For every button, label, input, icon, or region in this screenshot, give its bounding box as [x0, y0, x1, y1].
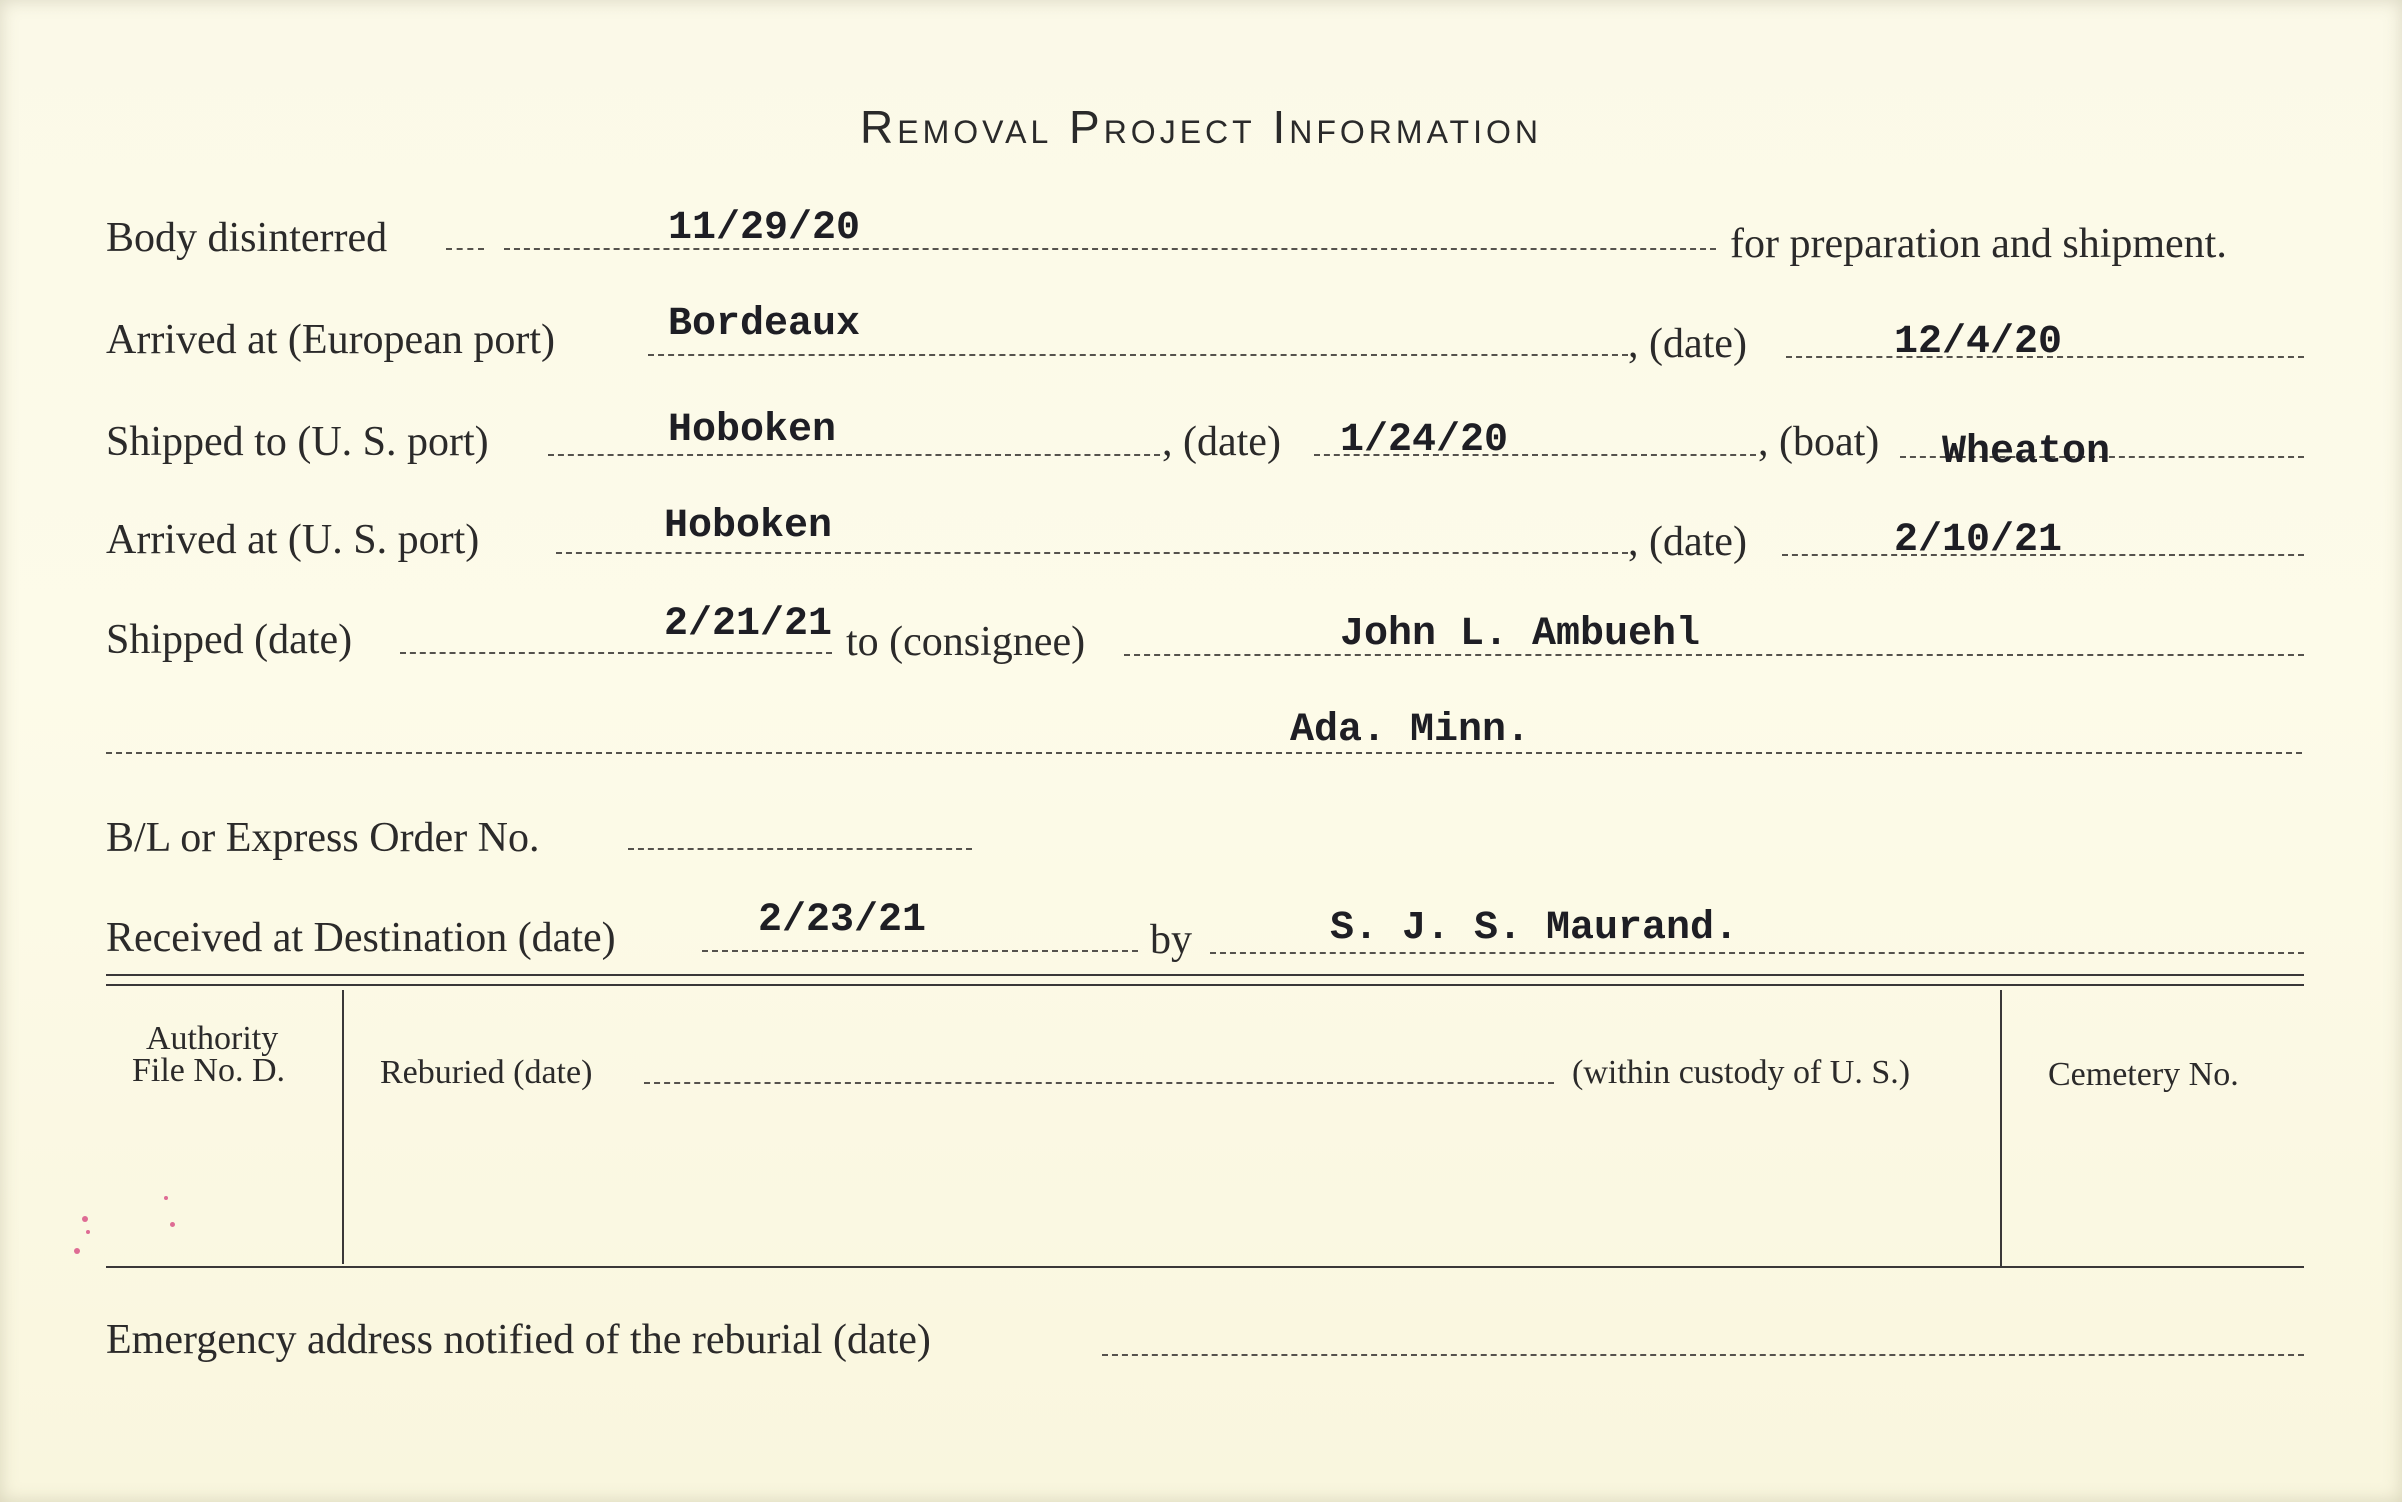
- table-top-rule: [106, 974, 2304, 976]
- arrived-us-port-line: [556, 552, 1628, 554]
- table-bottom-rule: [106, 1266, 2304, 1268]
- bl-order-label: B/L or Express Order No.: [106, 815, 540, 861]
- received-by-value: S. J. S. Maurand.: [1330, 906, 1739, 951]
- body-disinterred-date: 11/29/20: [668, 206, 861, 251]
- arrived-european-port-label: Arrived at (European port): [106, 317, 555, 363]
- shipped-us-date: 1/24/20: [1340, 418, 1509, 463]
- shipped-boat-value: Wheaton: [1942, 430, 2111, 475]
- shipped-us-port-line: [548, 454, 1160, 456]
- arrived-us-date-label: , (date): [1628, 519, 1747, 565]
- custody-label: (within custody of U. S.): [1572, 1054, 1911, 1091]
- consignee-line: [1124, 654, 2304, 656]
- shipped-us-port-value: Hoboken: [668, 408, 837, 453]
- body-disinterred-suffix: for preparation and shipment.: [1730, 221, 2227, 267]
- arrived-european-date-label: , (date): [1628, 321, 1747, 367]
- consignee-value: John L. Ambuehl: [1340, 612, 1701, 657]
- arrived-us-port-value: Hoboken: [664, 504, 833, 549]
- received-destination-line: [702, 950, 1138, 952]
- received-by-line: [1210, 952, 2304, 954]
- consignee-address-line: [106, 752, 2302, 754]
- body-disinterred-label: Body disinterred: [106, 215, 388, 261]
- received-destination-label: Received at Destination (date): [106, 915, 616, 961]
- shipped-boat-label: , (boat): [1758, 419, 1880, 465]
- arrived-european-port-line: [648, 354, 1628, 356]
- shipped-date-line: [400, 652, 832, 654]
- reburied-label: Reburied (date): [380, 1054, 593, 1091]
- received-by-label: by: [1150, 917, 1192, 963]
- emergency-address-line: [1102, 1354, 2304, 1356]
- shipped-date-value: 2/21/21: [664, 602, 833, 647]
- table-top-rule-2: [106, 984, 2304, 986]
- bl-order-line: [628, 848, 972, 850]
- arrived-us-port-label: Arrived at (U. S. port): [106, 517, 480, 563]
- card-title: Removal Project Information: [860, 101, 1542, 153]
- table-divider-right: [2000, 990, 2002, 1266]
- consignee-label: to (consignee): [846, 619, 1086, 665]
- arrived-us-date: 2/10/21: [1894, 518, 2063, 563]
- received-destination-date: 2/23/21: [758, 898, 927, 943]
- shipped-date-label: Shipped (date): [106, 617, 353, 663]
- reburied-line: [644, 1082, 1554, 1084]
- authority-label: Authority: [146, 1020, 279, 1057]
- shipped-us-date-label: , (date): [1162, 419, 1281, 465]
- shipped-us-port-label: Shipped to (U. S. port): [106, 419, 489, 465]
- arrived-european-port-value: Bordeaux: [668, 302, 861, 347]
- cemetery-no-label: Cemetery No.: [2048, 1056, 2239, 1093]
- table-divider-left: [342, 990, 344, 1264]
- consignee-address: Ada. Minn.: [1290, 708, 1531, 753]
- emergency-address-label: Emergency address notified of the reburial (date): [106, 1317, 931, 1363]
- arrived-european-date: 12/4/20: [1894, 320, 2063, 365]
- file-no-label: File No. D.: [132, 1052, 285, 1089]
- body-disinterred-leader-short: [446, 248, 484, 250]
